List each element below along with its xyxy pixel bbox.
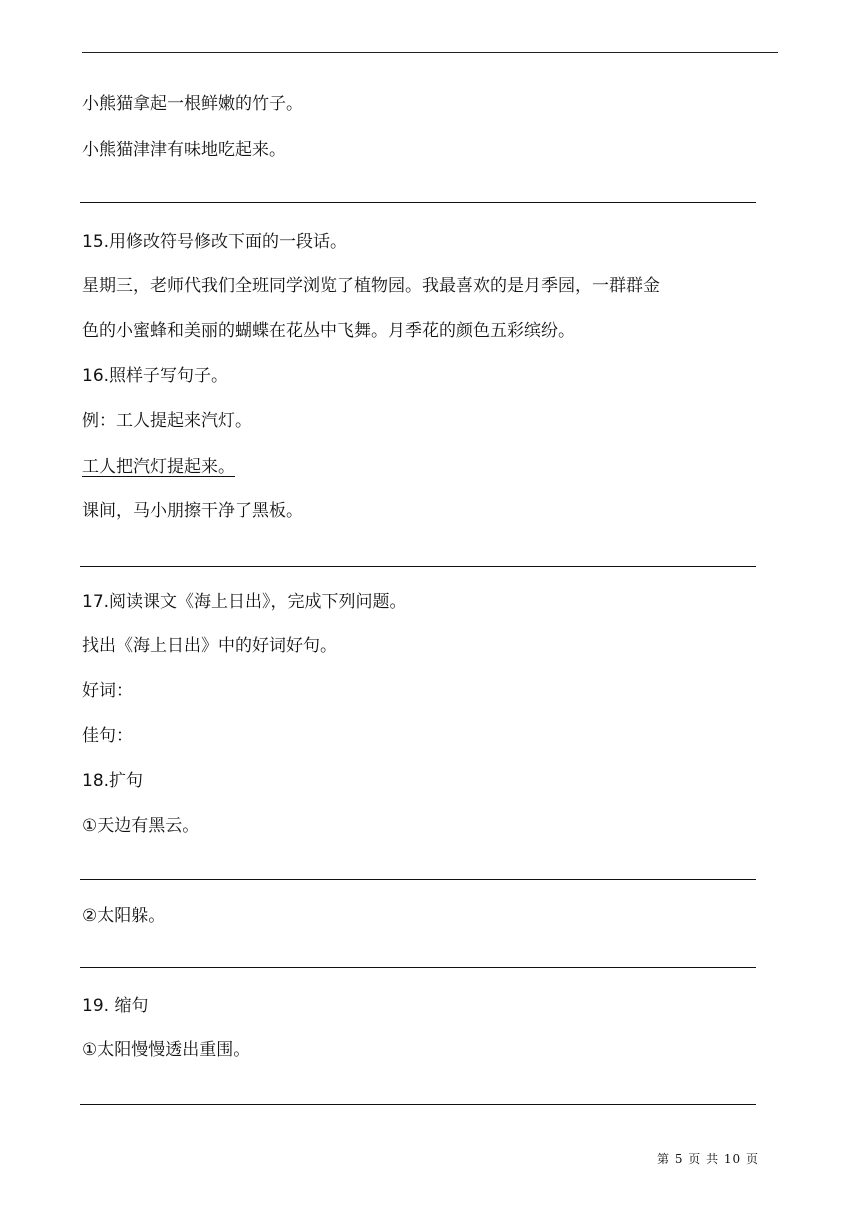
question-18-item-1: ①天边有黑云。 [82,816,200,836]
question-17-good-sentences: 佳句： [82,726,133,746]
question-15-title: 15.用修改符号修改下面的一段话。 [82,232,348,252]
header-rule [82,52,778,53]
page-number: 第 5 页 共 10 页 [657,1152,759,1166]
question-19-item-1: ①太阳慢慢透出重围。 [82,1040,251,1060]
answer-blank-line[interactable] [80,1104,756,1105]
question-17-good-words: 好词： [82,681,133,701]
question-16-title: 16.照样子写句子。 [82,366,229,386]
answer-blank-line[interactable] [80,967,756,968]
question-15-text-line-2: 色的小蜜蜂和美丽的蝴蝶在花丛中飞舞。月季花的颜色五彩缤纷。 [82,321,575,341]
answer-blank-line[interactable] [80,879,756,880]
question-16-example: 例：工人提起来汽灯。 [82,411,252,431]
question-19-title: 19. 缩句 [82,996,149,1016]
question-17-task: 找出《海上日出》中的好词好句。 [82,636,337,656]
question-18-item-2: ②太阳躲。 [82,906,166,926]
question-15-text-line-1: 星期三，老师代我们全班同学浏览了植物园。我最喜欢的是月季园，一群群金 [82,276,660,296]
question-18-title: 18.扩句 [82,771,144,791]
question-17-title: 17.阅读课文《海上日出》，完成下列问题。 [82,592,407,612]
question-16-task: 课间，马小朋擦干净了黑板。 [82,501,303,521]
answer-blank-line[interactable] [80,566,756,567]
question-16-example-answer: 工人把汽灯提起来。 [82,457,235,477]
sentence-2: 小熊猫津津有味地吃起来。 [82,140,286,160]
sentence-1: 小熊猫拿起一根鲜嫩的竹子。 [82,94,303,114]
answer-blank-line[interactable] [80,202,756,203]
